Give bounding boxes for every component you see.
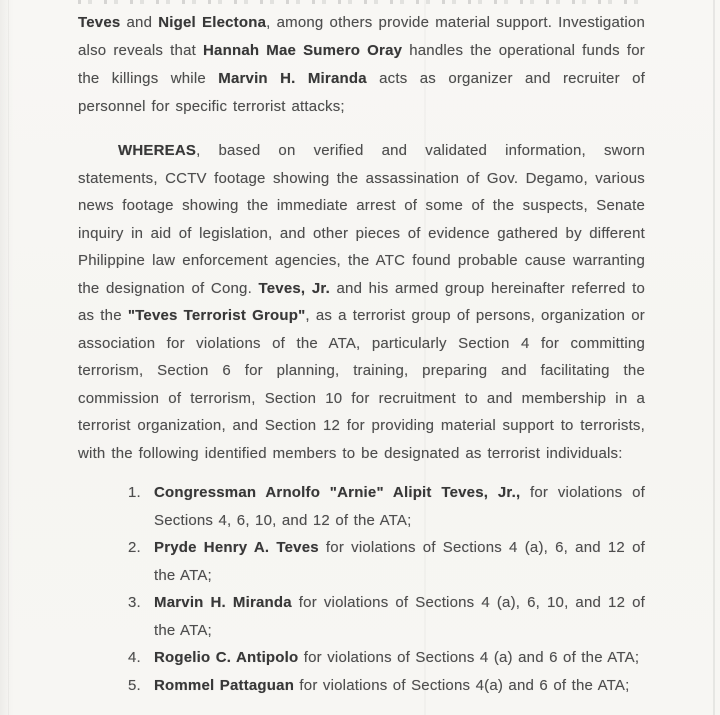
text-segment: , among others provide material support. Investigation also reveals that	[78, 14, 645, 59]
bold-text-segment: WHEREAS	[118, 142, 197, 159]
text-segment: for violations of Sections 4 (a), 6, and 12 of the ATA;	[154, 539, 645, 584]
list-item-text	[154, 589, 645, 644]
list-item	[128, 534, 645, 589]
text-segment: and his armed group hereinafter referred to as the	[78, 279, 645, 324]
list-item-number: 2.	[128, 539, 141, 556]
bold-text-segment: Teves, Jr.	[258, 279, 330, 297]
bold-text-segment: Teves	[78, 14, 121, 31]
bold-text-segment: Nigel Electona	[158, 14, 267, 31]
whereas-paragraph	[78, 137, 645, 467]
text-segment: and	[120, 14, 159, 31]
bold-text-segment: Rogelio C. Antipolo	[154, 649, 299, 666]
list-item-number: 5.	[128, 676, 141, 694]
list-item-text	[154, 644, 645, 672]
list-item-number: 1.	[128, 484, 141, 501]
list-item	[128, 672, 645, 700]
text-segment: handles the operational funds for the killings while	[78, 42, 645, 87]
list-item-text	[154, 672, 645, 700]
bold-text-segment: "Teves Terrorist Group"	[127, 307, 306, 324]
list-item	[128, 589, 645, 644]
list-item-text	[154, 479, 645, 534]
text-segment: for violations of Sections 4(a) and 6 of the ATA;	[294, 676, 630, 694]
text-segment: for violations of Sections 4 (a), 6, 10, and 12 of the ATA;	[154, 594, 645, 639]
list-item	[128, 644, 645, 672]
text-segment: for violations of Sections 4, 6, 10, and 12 of the ATA;	[154, 484, 645, 529]
bold-text-segment: Pryde Henry A. Teves	[154, 539, 319, 556]
bold-text-segment: Congressman Arnolfo "Arnie" Alipit Teves, Jr.,	[154, 484, 521, 501]
bold-text-segment: Marvin H. Miranda	[154, 594, 292, 611]
bold-text-segment: Hannah Mae Sumero Oray	[203, 42, 403, 59]
text-segment: for violations of Sections 4 (a) and 6 of the ATA;	[298, 649, 640, 666]
paragraphs-container	[78, 9, 645, 467]
text-segment: , as a terrorist group of persons, organization or association for violations of the ATA, particularly Section 4 for committing terrorism, Section 6 for planning, training, preparing and facilitating the commission of terrorism, Section 10 for recruitment to and membership in a terrorist organization, and Section 12 for providing material support to terrorists, with the following identified members to be designated as terrorist individuals:	[78, 307, 645, 462]
text-segment: acts as organizer and recruiter of personnel for specific terrorist attacks;	[78, 70, 645, 115]
designated-individuals-list	[128, 479, 645, 699]
list-item-number: 4.	[128, 649, 141, 666]
list-item-text	[154, 534, 645, 589]
list-item	[128, 479, 645, 534]
bold-text-segment: Rommel Pattaguan	[154, 676, 295, 694]
text-segment: , based on verified and validated information, sworn statements, CCTV footage showing the assassination of Gov. Degamo, various news footage showing the immediate arrest of some of the suspects, Senate inquiry in aid of legislation, and other pieces of evidence gathered by different Philippine law enforcement agencies, the ATC found probable cause warranting the designation of Cong.	[78, 142, 645, 297]
bold-text-segment: Marvin H. Miranda	[218, 70, 367, 87]
list-item-number: 3.	[128, 594, 141, 611]
continuation-paragraph	[78, 9, 645, 121]
